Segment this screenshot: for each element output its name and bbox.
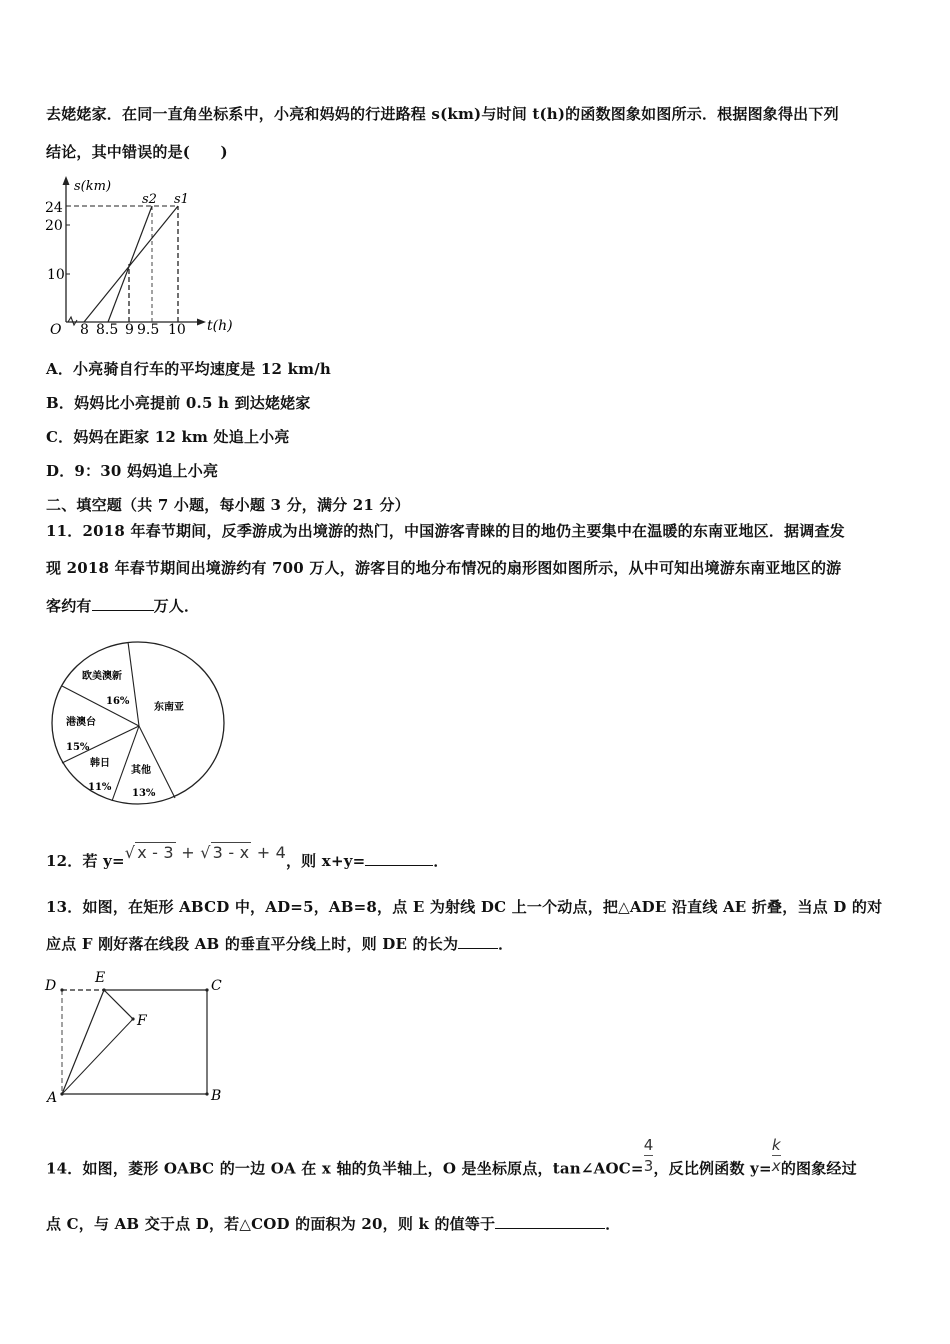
answer-blank [92,596,154,611]
y-axis-label: s(km) [74,179,112,194]
slice-label-hk-macau-tw: 港澳台 [66,717,96,728]
q11-text-line2: 现 2018 年春节期间出境游约有 700 万人，游客目的地分布情况的扇形图如图所示，从中可知出境游东南亚地区的游 [46,559,842,577]
option-a: A．小亮骑自行车的平均速度是 12 km/h [46,360,332,378]
distance-time-graph [44,172,244,337]
slice-label-korea-japan: 韩日 [90,758,110,769]
option-d: D．9：30 妈妈追上小亮 [46,462,219,480]
answer-blank [458,934,498,949]
x-tick-8-5: 8.5 [96,322,119,337]
x-tick-8: 8 [80,322,89,337]
section-heading: 二、填空题（共 7 小题，每小题 3 分，满分 21 分） [46,496,410,514]
series-label-s2: s2 [142,192,157,207]
q14-text-line2: 点 C，与 AB 交于点 D，若△COD 的面积为 20，则 k 的值等于 ． [46,1215,621,1233]
radical-1: √ x - 3 [124,843,174,862]
y-tick-20: 20 [45,218,63,234]
answer-blank [365,851,433,866]
y-tick-10: 10 [47,267,65,283]
vertex-label-d: D [45,978,57,994]
vertex-label-f: F [137,1013,147,1029]
vertex-label-b: B [211,1088,222,1104]
x-tick-9-5: 9.5 [137,322,160,337]
series-label-s1: s1 [174,192,189,207]
vertex-label-e: E [95,970,106,986]
x-tick-9: 9 [125,322,134,337]
radical-2: √ 3 - x [200,843,250,862]
slice-pct-europe: 16% [106,696,130,707]
rectangle-fold-figure [42,968,242,1108]
option-c: C．妈妈在距家 12 km 处追上小亮 [46,428,290,446]
q10-text-line1: 去姥姥家．在同一直角坐标系中，小亮和妈妈的行进路程 s(km)与时间 t(h)的函数图象如图所示．根据图象得出下列 [46,105,839,123]
slice-pct-korea-japan: 11% [88,782,112,793]
slice-pct-hk-macau-tw: 15% [66,742,90,753]
q12-text: 12．若 y=√ x - 3 + √ 3 - x + 4，则 x+y= ． [46,843,449,870]
slice-pct-other: 13% [132,788,156,799]
destination-pie-chart [48,638,228,808]
fraction-4-3: $\frac{4}{3}$ [643,1136,654,1175]
q14-text-line1: 14．如图，菱形 OABC 的一边 OA 在 x 轴的负半轴上，O 是坐标原点，tan∠AOC= $\frac{4}{3}$ ，反比例函数 y= $\frac{k}{x}$ 的图象经过 [46,1136,857,1178]
option-b: B．妈妈比小亮提前 0.5 h 到达姥姥家 [46,394,311,412]
q11-text-line1: 11．2018 年春节期间，反季游成为出境游的热门，中国游客青睐的目的地仍主要集中在温暖的东南亚地区．据调查发 [46,522,845,540]
answer-blank [495,1214,605,1229]
x-tick-10: 10 [168,322,186,337]
vertex-label-a: A [47,1090,58,1106]
origin-label: O [50,322,62,337]
q10-text-line2: 结论，其中错误的是( ) [46,143,228,161]
q13-text-line1: 13．如图，在矩形 ABCD 中，AD=5，AB=8，点 E 为射线 DC 上一个动点，把△ADE 沿直线 AE 折叠，当点 D 的对 [46,898,883,916]
q13-text-line2: 应点 F 刚好落在线段 AB 的垂直平分线上时，则 DE 的长为 ． [46,935,514,953]
fraction-k-x: $\frac{k}{x}$ [771,1136,781,1175]
slice-label-southeast-asia: 东南亚 [154,702,184,713]
x-axis-label: t(h) [207,318,233,334]
q11-text-line3: 客约有 万人． [46,597,200,615]
y-tick-24: 24 [45,200,63,216]
slice-label-europe: 欧美澳新 [82,671,122,682]
slice-label-other: 其他 [131,765,151,776]
vertex-label-c: C [211,978,222,994]
